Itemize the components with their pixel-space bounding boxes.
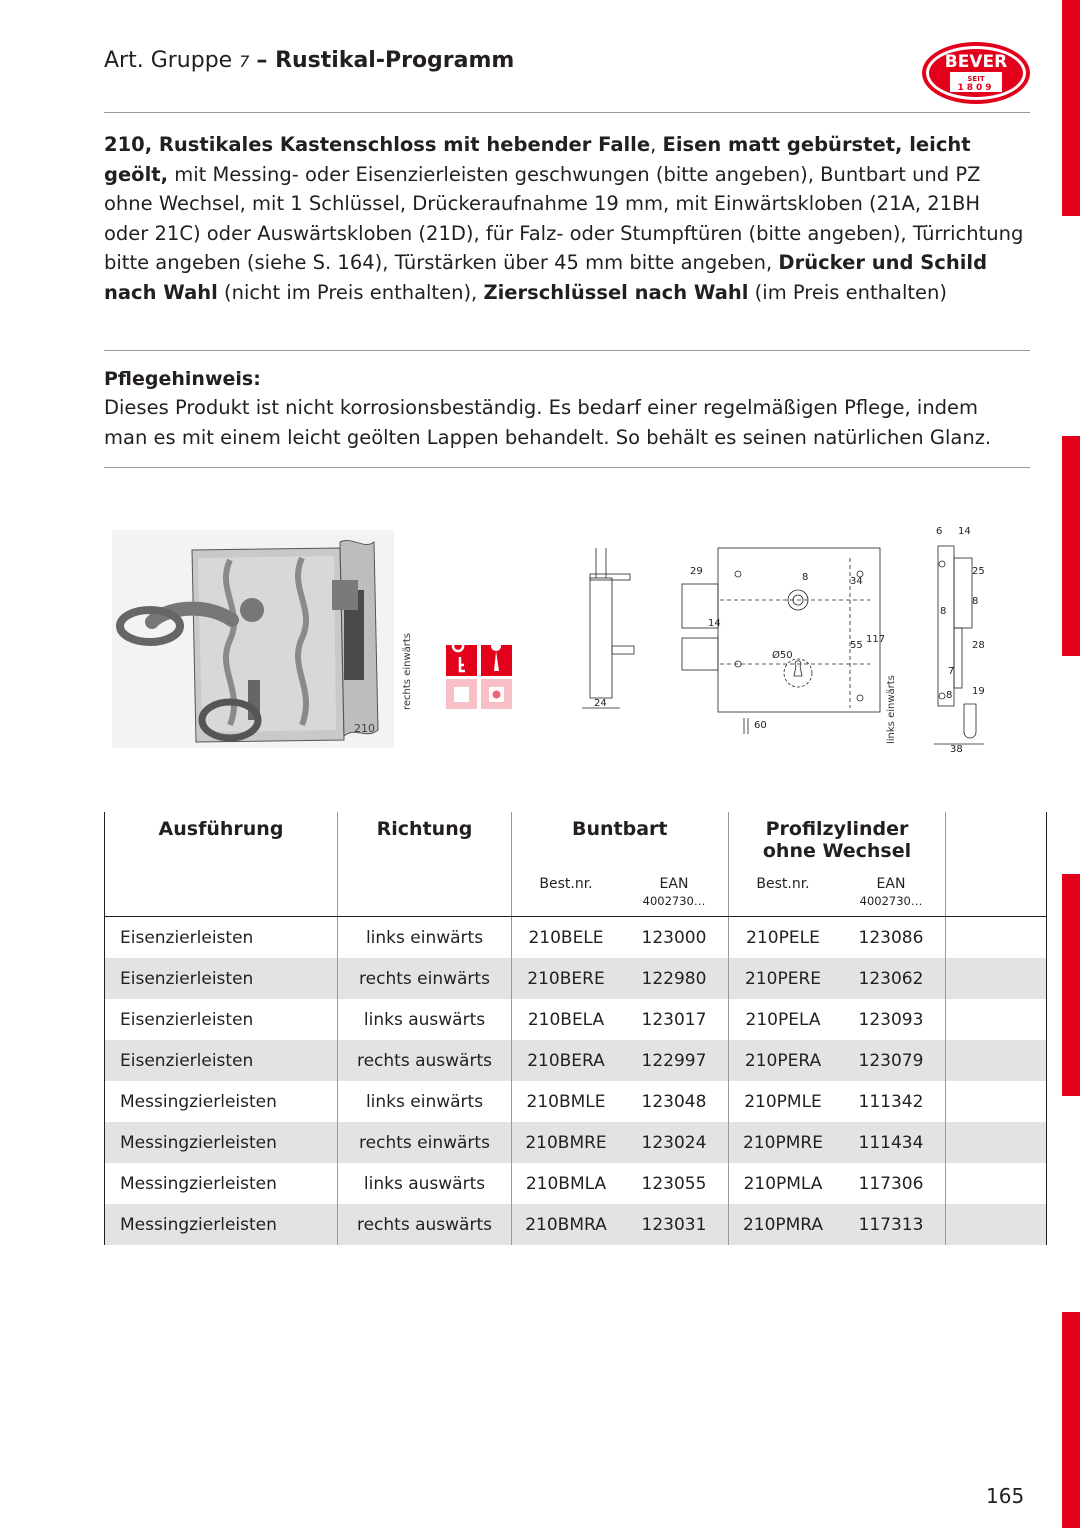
cell-richtung: rechts einwärts	[338, 1122, 512, 1163]
table-row	[105, 1040, 1047, 1081]
header-rule	[104, 112, 1030, 113]
svg-text:SEIT: SEIT	[967, 75, 985, 83]
cell-empty	[946, 917, 1047, 959]
care-rule-bottom	[104, 467, 1030, 468]
technical-drawings	[560, 518, 1020, 758]
cell-buntbart-bestnr: 210BERE	[512, 958, 621, 999]
page-header	[104, 48, 514, 73]
cell-profilzylinder-ean: 123079	[837, 1040, 946, 1081]
cell-richtung: links einwärts	[338, 917, 512, 959]
key-note: Zierschlüssel nach Wahl	[483, 280, 749, 304]
cell-profilzylinder-ean: 123086	[837, 917, 946, 959]
cell-profilzylinder-bestnr: 210PELE	[746, 927, 820, 948]
cell-buntbart-ean: 122980	[620, 958, 729, 999]
product-photo	[112, 530, 394, 748]
cell-buntbart-bestnr: 210BMLE	[526, 1091, 606, 1112]
subheader-ean-profilzylinder: EAN 4002730…	[837, 862, 946, 917]
dimension-label: 34	[850, 576, 863, 587]
cell-buntbart-bestnr: 210BELA	[527, 1009, 605, 1030]
table-row	[105, 958, 1047, 999]
cell-ausfuehrung: Messingzierleisten	[105, 1163, 338, 1204]
section-tab-4	[1062, 1312, 1080, 1528]
table-row	[105, 999, 1047, 1040]
cell-buntbart-ean: 123048	[620, 1081, 729, 1122]
cell-profilzylinder-bestnr: 210PELA	[745, 1009, 821, 1030]
care-rule-top	[104, 350, 1030, 351]
cell-buntbart-bestnr: 210BERA	[512, 1040, 621, 1081]
dimension-label: 14	[958, 526, 971, 537]
table-header-row	[105, 812, 1047, 862]
lock-type-pictograms	[446, 645, 512, 709]
dimension-label: Ø50	[772, 650, 793, 661]
product-description: 210, Rustikales Kastenschloss mit hebender Falle, Eisen matt gebürstet, leicht geölt, mit Messing- oder Eisenzierleisten geschwungen (bitte angeben), Buntbart und PZ ohne Wechsel, mit 1 Schlüssel, Drückeraufnahme 19 mm, mit Einwärtskloben (21A, 21BH oder 21C) oder Auswärtskloben (21D), für Falz- oder Stumpftüren (bitte angeben), Türrichtung bitte angeben (siehe S. 164), Türstärken über 45 mm bitte angeben, Drücker und Schild nach Wahl (nicht im Preis enthalten), Zierschlüssel nach Wahl (im Preis enthalten)	[104, 133, 1024, 304]
cell-ausfuehrung: Eisenzierleisten	[105, 917, 338, 959]
cell-profilzylinder-bestnr: 210PERA	[729, 1040, 838, 1081]
col-header-profilzylinder: Profilzylinder ohne Wechsel	[729, 812, 946, 862]
cell-profilzylinder-ean: 123062	[837, 958, 946, 999]
cell-empty	[946, 1163, 1047, 1204]
product-material: Eisen matt gebürstet, leicht geölt,	[104, 133, 971, 186]
svg-text:1809: 1809	[957, 83, 995, 93]
cell-buntbart-ean: 123055	[620, 1163, 729, 1204]
section-tab-2	[1062, 436, 1080, 656]
table-row	[105, 1122, 1047, 1163]
dimension-label: 6	[936, 526, 943, 537]
dimension-label: 19	[972, 686, 985, 697]
cell-richtung: rechts auswärts	[338, 1040, 512, 1081]
subheader-bestnr-profilzylinder: Best.nr.	[729, 862, 838, 917]
cell-ausfuehrung: Eisenzierleisten	[105, 958, 338, 999]
dimension-label: 24	[594, 698, 607, 709]
cell-empty	[946, 1204, 1047, 1245]
cell-profilzylinder-bestnr: 210PMLA	[743, 1173, 823, 1194]
product-name: 210, Rustikales Kastenschloss mit hebender Falle	[104, 133, 651, 156]
cell-buntbart-bestnr: 210BMRE	[512, 1122, 621, 1163]
product-details: mit Messing- oder Eisenzierleisten geschwungen (bitte angeben), Buntbart und PZ ohne Wechsel, mit 1 Schlüssel, Drückeraufnahme 19 mm, mit Einwärtskloben (21A, 21BH oder 21C) oder Auswärtskloben (21D), für Falz- oder Stumpftüren (bitte angeben), Türrichtung bitte angeben (siehe S. 164), Türstärken über 45 mm bitte angeben,	[104, 162, 1024, 274]
cell-buntbart-ean: 123031	[620, 1204, 729, 1245]
dimension-label: 60	[754, 720, 767, 731]
section-tab-3	[1062, 874, 1080, 1096]
handle-note: Drücker und Schild nach Wahl	[104, 251, 988, 304]
dimension-label: 8	[946, 690, 953, 701]
cell-richtung: links auswärts	[338, 1163, 512, 1204]
dimension-label: 7	[948, 666, 955, 677]
cell-buntbart-ean: 123000	[620, 917, 729, 959]
dimension-label: 8	[940, 606, 947, 617]
col-header-ausfuehrung: Ausführung	[105, 812, 338, 862]
cell-profilzylinder-ean: 111342	[837, 1081, 946, 1122]
cell-profilzylinder-bestnr: 210PMLE	[744, 1091, 822, 1112]
cell-empty	[946, 1081, 1047, 1122]
care-heading: Pflegehinweis:	[104, 368, 261, 390]
svg-text:BEVER: BEVER	[944, 52, 1008, 72]
cell-richtung: links einwärts	[338, 1081, 512, 1122]
product-table	[104, 812, 1047, 1245]
table-row	[105, 1163, 1047, 1204]
subheader-bestnr-buntbart: Best.nr.	[512, 862, 621, 917]
page-title: – Rustikal-Programm	[256, 48, 515, 73]
table-subheader-row	[105, 862, 1047, 917]
cell-ausfuehrung: Eisenzierleisten	[105, 999, 338, 1040]
cell-buntbart-bestnr: 210BMLA	[525, 1173, 607, 1194]
dimension-label: 117	[866, 634, 886, 645]
cell-empty	[946, 1040, 1047, 1081]
col-header-richtung: Richtung	[338, 812, 512, 862]
section-tab-1	[1062, 0, 1080, 216]
cell-empty	[946, 958, 1047, 999]
cell-buntbart-bestnr: 210BMRA	[512, 1204, 621, 1245]
dimension-label: 8	[802, 572, 809, 583]
col-header-buntbart: Buntbart	[512, 812, 729, 862]
cell-profilzylinder-bestnr: 210PMRA	[729, 1204, 838, 1245]
cell-profilzylinder-ean: 111434	[837, 1122, 946, 1163]
dimension-label: 14	[708, 618, 721, 629]
cell-ausfuehrung: Messingzierleisten	[105, 1081, 338, 1122]
drawing-side-label: links einwärts	[886, 675, 897, 744]
dimension-label: 8	[972, 596, 979, 607]
subheader-ean-buntbart: EAN 4002730…	[620, 862, 729, 917]
header-prefix: Art. Gruppe	[104, 48, 233, 73]
cell-richtung: rechts einwärts	[338, 958, 512, 999]
cell-buntbart-ean: 122997	[620, 1040, 729, 1081]
cell-profilzylinder-bestnr: 210PMRE	[729, 1122, 838, 1163]
photo-side-label: rechts einwärts	[402, 632, 413, 710]
cell-profilzylinder-ean: 117313	[837, 1204, 946, 1245]
table-row	[105, 1081, 1047, 1122]
page-number: 165	[986, 1484, 1025, 1508]
cell-buntbart-ean: 123024	[620, 1122, 729, 1163]
cell-empty	[946, 1122, 1047, 1163]
cell-buntbart-ean: 123017	[620, 999, 729, 1040]
cell-ausfuehrung: Messingzierleisten	[105, 1204, 338, 1245]
dimension-label: 25	[972, 566, 985, 577]
dimension-label: 38	[950, 744, 963, 755]
cell-empty	[946, 999, 1047, 1040]
table-row	[105, 917, 1047, 959]
cell-ausfuehrung: Messingzierleisten	[105, 1122, 338, 1163]
care-text: Dieses Produkt ist nicht korrosionsbeständig. Es bedarf einer regelmäßigen Pflege, indem man es mit einem leicht geölten Lappen behandelt. So behält es seinen natürlichen Glanz.	[104, 396, 992, 449]
photo-caption: 210	[354, 722, 375, 735]
cell-richtung: links auswärts	[338, 999, 512, 1040]
cell-profilzylinder-ean: 117306	[837, 1163, 946, 1204]
bever-logo	[920, 40, 1032, 106]
dimension-label: 55	[850, 640, 863, 651]
cell-profilzylinder-bestnr: 210PERE	[729, 958, 838, 999]
dimension-label: 29	[690, 566, 703, 577]
cell-ausfuehrung: Eisenzierleisten	[105, 1040, 338, 1081]
cell-buntbart-bestnr: 210BELE	[528, 927, 604, 948]
header-group-number: 7	[239, 52, 250, 71]
table-row	[105, 1204, 1047, 1245]
cell-richtung: rechts auswärts	[338, 1204, 512, 1245]
cell-profilzylinder-ean: 123093	[837, 999, 946, 1040]
dimension-label: 28	[972, 640, 985, 651]
